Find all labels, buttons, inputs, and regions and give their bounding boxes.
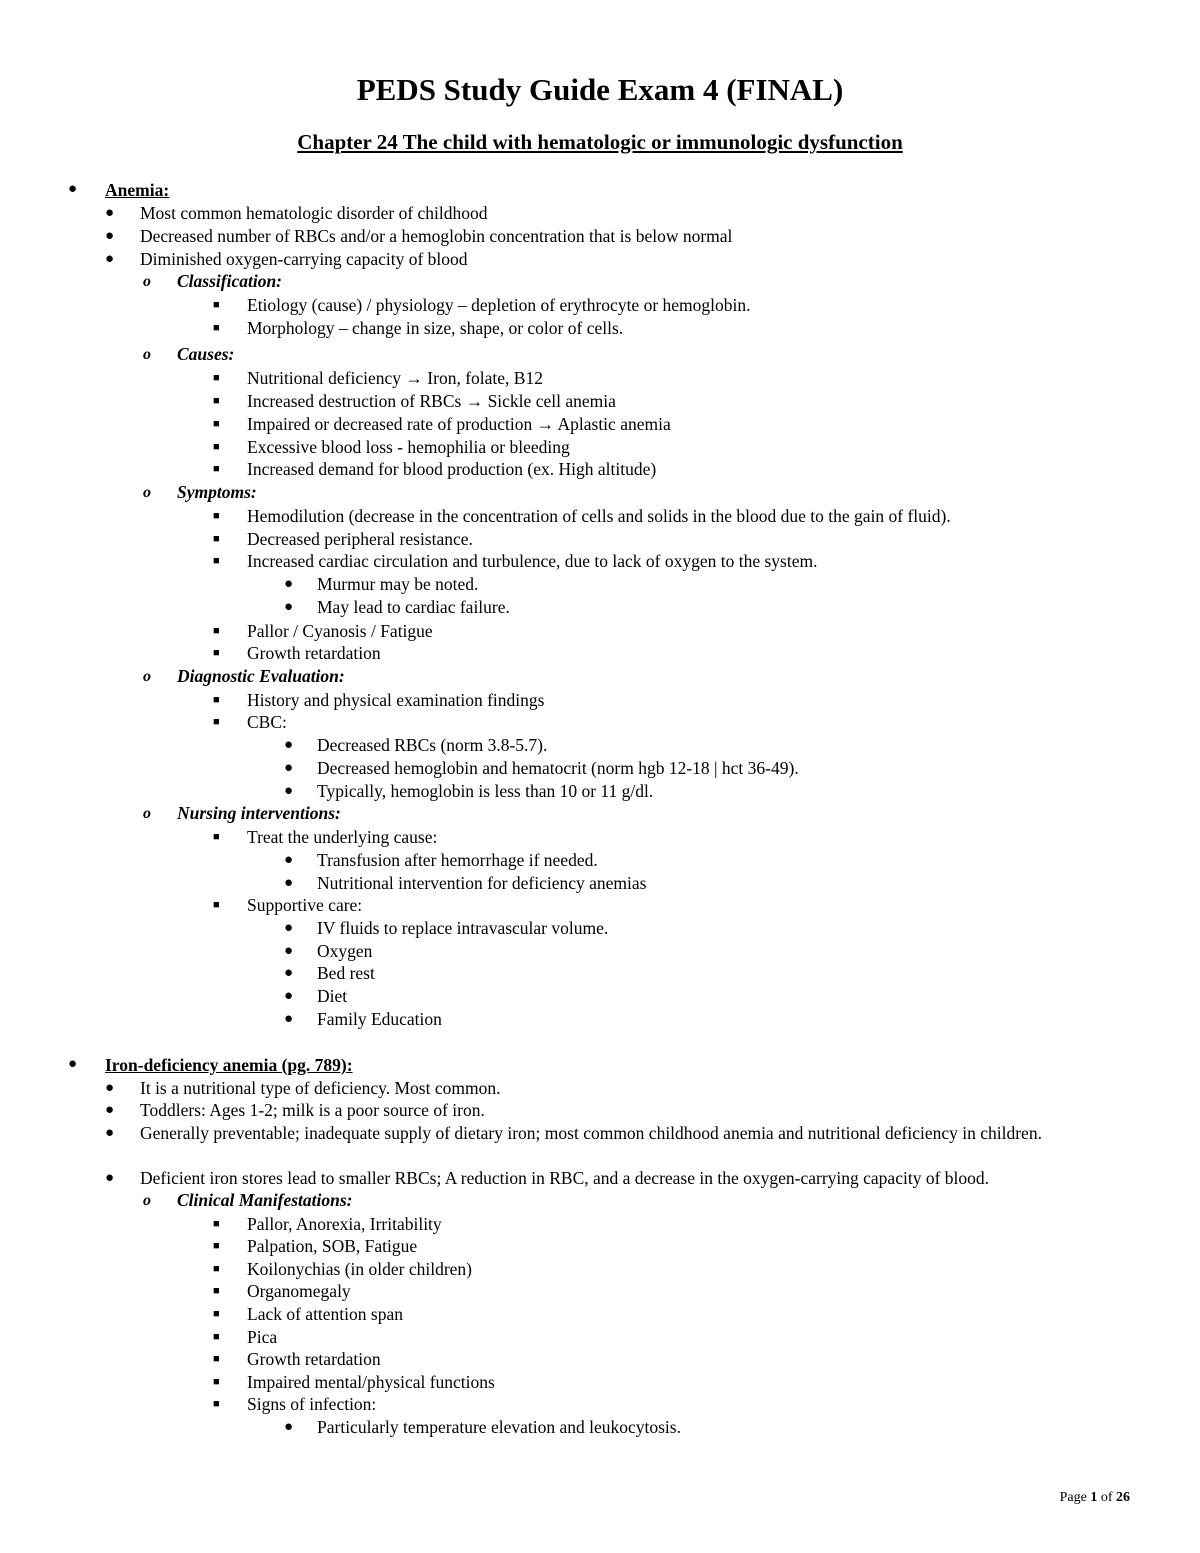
list-item: Particularly temperature elevation and leukocytosis.: [317, 1417, 681, 1437]
bullet-icon: ●: [284, 988, 294, 1004]
bullet-icon: ●: [105, 1125, 115, 1141]
list-item: Growth retardation: [247, 1349, 381, 1369]
square-bullet-icon: ■: [213, 395, 220, 407]
page-label: Page: [1059, 1490, 1087, 1505]
page-footer: [1060, 1490, 1130, 1506]
document-title: PEDS Study Guide Exam 4 (FINAL): [356, 72, 844, 107]
list-item: Hemodilution (decrease in the concentration of cells and solids in the blood due to the gain of fluid).: [247, 506, 951, 526]
subheading-symptoms: Symptoms:: [177, 482, 257, 502]
square-bullet-icon: ■: [213, 372, 220, 384]
list-item: Morphology – change in size, shape, or color of cells.: [247, 318, 624, 338]
bullet-icon: ●: [105, 205, 115, 221]
list-item: Typically, hemoglobin is less than 10 or 11 g/dl.: [317, 781, 654, 801]
o-bullet-icon: o: [143, 484, 151, 501]
list-item: May lead to cardiac failure.: [317, 597, 510, 617]
list-item: Most common hematologic disorder of childhood: [140, 203, 488, 223]
bullet-icon: ●: [284, 852, 294, 868]
list-item: Decreased number of RBCs and/or a hemoglobin concentration that is below normal: [140, 226, 733, 246]
square-bullet-icon: ■: [213, 463, 220, 475]
square-bullet-icon: ■: [213, 899, 220, 911]
list-item: CBC:: [247, 712, 287, 732]
list-item: Impaired or decreased rate of production → Aplastic anemia: [247, 414, 671, 434]
list-item: Excessive blood loss - hemophilia or bleeding: [247, 437, 570, 457]
square-bullet-icon: ■: [213, 322, 220, 334]
list-item: Koilonychias (in older children): [247, 1259, 473, 1279]
square-bullet-icon: ■: [213, 1240, 220, 1252]
page-number: 1: [1090, 1490, 1098, 1505]
bullet-icon: ●: [105, 1080, 115, 1096]
list-item: Deficient iron stores lead to smaller RBCs; A reduction in RBC, and a decrease in the oxygen-carrying capacity of blood.: [140, 1168, 990, 1188]
subheading-classification: Classification:: [177, 271, 283, 291]
square-bullet-icon: ■: [213, 625, 220, 637]
list-item: Bed rest: [317, 963, 375, 983]
bullet-icon: ●: [105, 251, 115, 267]
bullet-icon: ●: [284, 1419, 294, 1435]
square-bullet-icon: ■: [213, 510, 220, 522]
bullet-icon: ●: [68, 1056, 78, 1072]
square-bullet-icon: ■: [213, 1331, 220, 1343]
list-item: Impaired mental/physical functions: [247, 1372, 495, 1392]
list-item: Treat the underlying cause:: [247, 827, 438, 847]
o-bullet-icon: o: [143, 805, 151, 822]
square-bullet-icon: ■: [213, 716, 220, 728]
square-bullet-icon: ■: [213, 555, 220, 567]
o-bullet-icon: o: [143, 273, 151, 290]
bullet-icon: ●: [105, 1170, 115, 1186]
subheading-diagnostic: Diagnostic Evaluation:: [177, 666, 345, 686]
list-item: History and physical examination findings: [247, 690, 545, 710]
o-bullet-icon: o: [143, 1192, 151, 1209]
bullet-icon: ●: [284, 737, 294, 753]
bullet-icon: ●: [284, 943, 294, 959]
bullet-icon: ●: [284, 920, 294, 936]
list-item: Etiology (cause) / physiology – depletion of erythrocyte or hemoglobin.: [247, 295, 751, 315]
subheading-causes: Causes:: [177, 344, 235, 364]
list-item: Decreased peripheral resistance.: [247, 529, 473, 549]
square-bullet-icon: ■: [213, 831, 220, 843]
bullet-icon: ●: [284, 599, 294, 615]
list-item: Generally preventable; inadequate supply of dietary iron; most common childhood anemia and nutritional deficiency in children.: [140, 1123, 1042, 1143]
list-item: Decreased hemoglobin and hematocrit (norm hgb 12-18 | hct 36-49).: [317, 758, 799, 778]
of-label: of: [1100, 1490, 1113, 1505]
list-item: Lack of attention span: [247, 1304, 403, 1324]
list-item: Diet: [317, 986, 348, 1006]
list-item: Murmur may be noted.: [317, 574, 479, 594]
list-item: Transfusion after hemorrhage if needed.: [317, 850, 598, 870]
section-heading-iron-deficiency: Iron-deficiency anemia (pg. 789):: [105, 1055, 353, 1075]
list-item: Nutritional intervention for deficiency anemias: [317, 873, 647, 893]
square-bullet-icon: ■: [213, 418, 220, 430]
list-item: Toddlers: Ages 1-2; milk is a poor source of iron.: [140, 1100, 485, 1120]
square-bullet-icon: ■: [213, 647, 220, 659]
square-bullet-icon: ■: [213, 1263, 220, 1275]
section-heading-anemia: Anemia:: [105, 180, 170, 200]
bullet-icon: ●: [105, 228, 115, 244]
square-bullet-icon: ■: [213, 299, 220, 311]
square-bullet-icon: ■: [213, 1353, 220, 1365]
list-item: It is a nutritional type of deficiency. Most common.: [140, 1078, 501, 1098]
list-item: Growth retardation: [247, 643, 381, 663]
list-item: Signs of infection:: [247, 1394, 377, 1414]
chapter-heading: Chapter 24 The child with hematologic or immunologic dysfunction: [297, 130, 903, 154]
bullet-icon: ●: [284, 1011, 294, 1027]
list-item: Oxygen: [317, 941, 373, 961]
subheading-clinical-manifestations: Clinical Manifestations:: [177, 1190, 353, 1210]
o-bullet-icon: o: [143, 668, 151, 685]
list-item: Increased demand for blood production (ex. High altitude): [247, 459, 657, 479]
bullet-icon: ●: [68, 181, 78, 197]
page-total: 26: [1116, 1490, 1130, 1505]
subheading-nursing: Nursing interventions:: [177, 803, 341, 823]
list-item: Nutritional deficiency → Iron, folate, B12: [247, 368, 543, 388]
list-item: Pica: [247, 1327, 278, 1347]
bullet-icon: ●: [284, 576, 294, 592]
bullet-icon: ●: [284, 875, 294, 891]
square-bullet-icon: ■: [213, 1218, 220, 1230]
square-bullet-icon: ■: [213, 533, 220, 545]
list-item: Increased cardiac circulation and turbulence, due to lack of oxygen to the system.: [247, 551, 818, 571]
square-bullet-icon: ■: [213, 1398, 220, 1410]
square-bullet-icon: ■: [213, 1376, 220, 1388]
bullet-icon: ●: [105, 1102, 115, 1118]
list-item: Organomegaly: [247, 1281, 351, 1301]
bullet-icon: ●: [284, 760, 294, 776]
o-bullet-icon: o: [143, 346, 151, 363]
list-item: Palpation, SOB, Fatigue: [247, 1236, 418, 1256]
square-bullet-icon: ■: [213, 441, 220, 453]
list-item: Diminished oxygen-carrying capacity of blood: [140, 249, 468, 269]
square-bullet-icon: ■: [213, 694, 220, 706]
list-item: Pallor, Anorexia, Irritability: [247, 1214, 442, 1234]
square-bullet-icon: ■: [213, 1285, 220, 1297]
square-bullet-icon: ■: [213, 1308, 220, 1320]
list-item: IV fluids to replace intravascular volume.: [317, 918, 609, 938]
bullet-icon: ●: [284, 965, 294, 981]
list-item: Decreased RBCs (norm 3.8-5.7).: [317, 735, 548, 755]
list-item: Family Education: [317, 1009, 442, 1029]
list-item: Increased destruction of RBCs → Sickle cell anemia: [247, 391, 616, 411]
list-item: Supportive care:: [247, 895, 363, 915]
list-item: Pallor / Cyanosis / Fatigue: [247, 621, 433, 641]
bullet-icon: ●: [284, 783, 294, 799]
